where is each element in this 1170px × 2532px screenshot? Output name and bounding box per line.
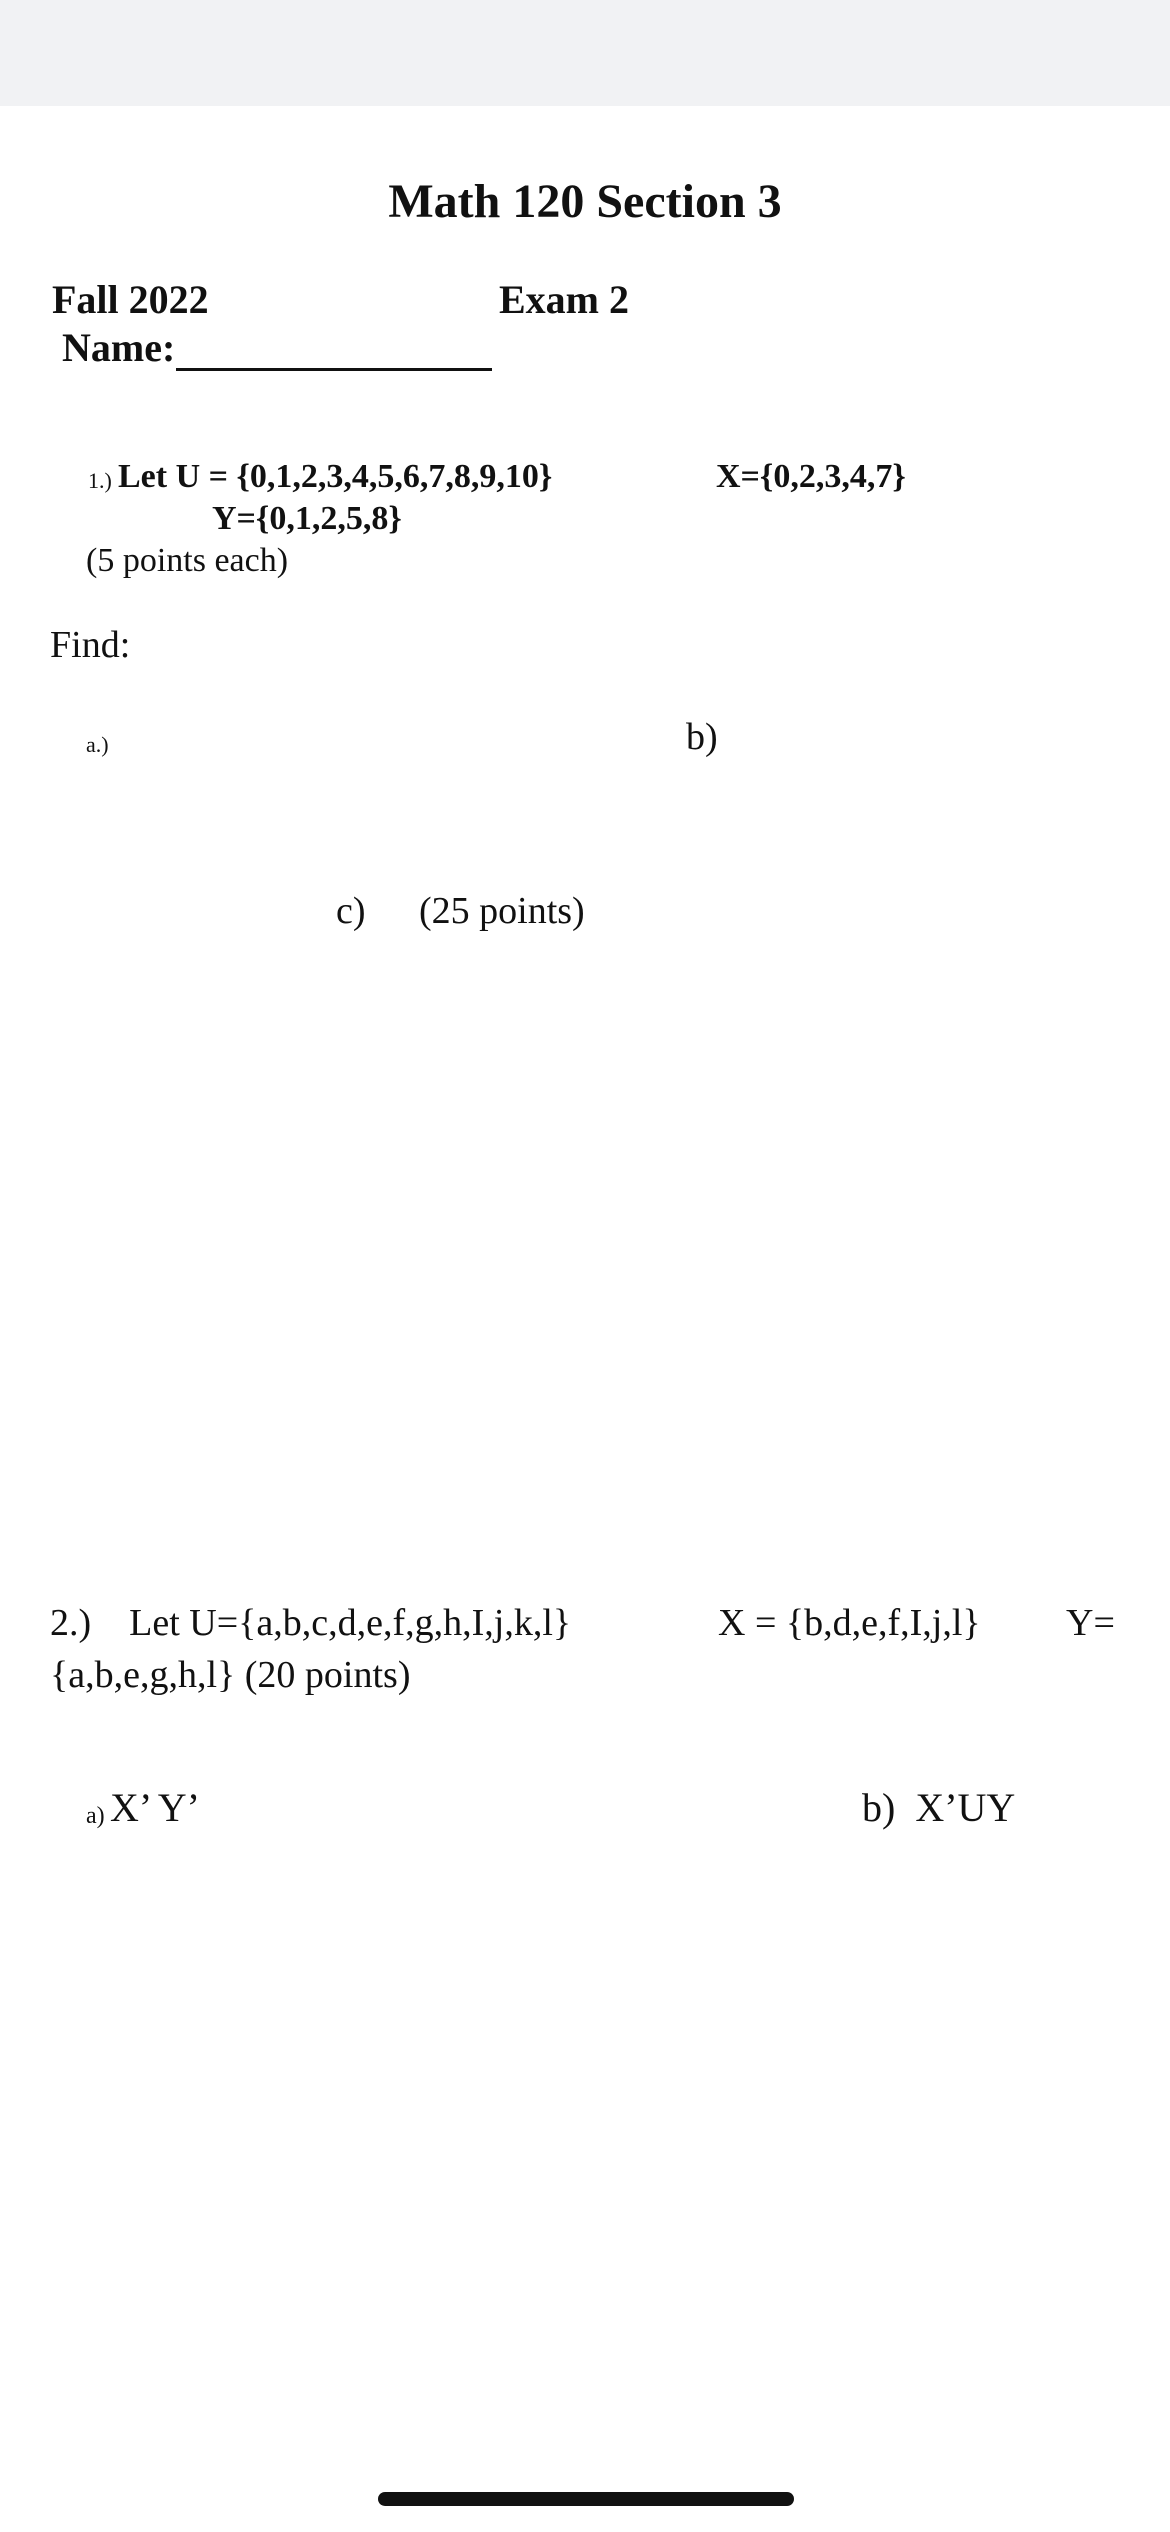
name-label: Name: bbox=[62, 325, 176, 370]
question2-set-y-start: Y= bbox=[1066, 1602, 1115, 1644]
question1-set-y: Y={0,1,2,5,8} bbox=[212, 500, 402, 537]
question2-part-b-text: b) X’UY bbox=[862, 1785, 1016, 1830]
question1-part-b-label: b) bbox=[686, 716, 718, 758]
question1-points: (5 points each) bbox=[86, 542, 289, 579]
question1-number: 1.) bbox=[88, 468, 112, 493]
home-indicator[interactable] bbox=[378, 2492, 794, 2506]
question1-set-x: X={0,2,3,4,7} bbox=[716, 458, 906, 495]
term-label: Fall 2022 bbox=[52, 277, 209, 322]
find-label: Find: bbox=[50, 624, 131, 666]
question1-universe: Let U = {0,1,2,3,4,5,6,7,8,9,10} bbox=[118, 458, 553, 495]
question1-part-c-points: (25 points) bbox=[419, 890, 585, 932]
name-blank-line bbox=[176, 368, 492, 371]
exam-label: Exam 2 bbox=[499, 277, 629, 322]
question2-part-a-text: X’ Y’ bbox=[110, 1785, 200, 1830]
question1-part-c-label: c) bbox=[336, 890, 366, 932]
top-toolbar bbox=[0, 0, 1170, 106]
document-page[interactable] bbox=[0, 106, 1170, 2532]
question2-universe: 2.) Let U={a,b,c,d,e,f,g,h,I,j,k,l} bbox=[50, 1602, 572, 1644]
question2-part-a-label: a) bbox=[86, 1803, 105, 1829]
question2-set-x: X = {b,d,e,f,I,j,l} bbox=[718, 1602, 981, 1644]
page-title: Math 120 Section 3 bbox=[388, 175, 782, 228]
question2-set-y-and-points: {a,b,e,g,h,l} (20 points) bbox=[50, 1654, 411, 1696]
question1-part-a-label: a.) bbox=[86, 732, 109, 757]
